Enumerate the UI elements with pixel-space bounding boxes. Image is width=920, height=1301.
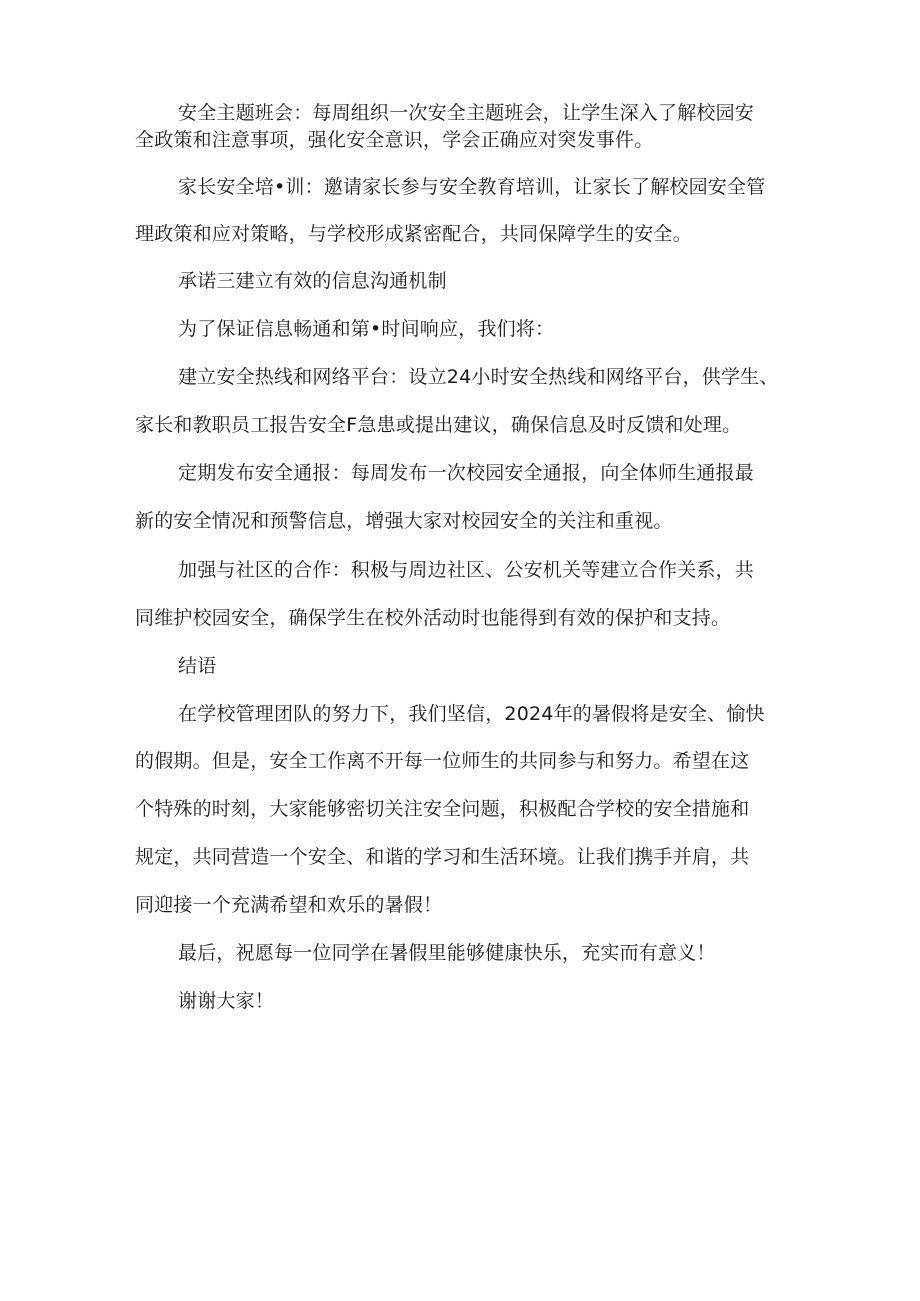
section-heading-conclusion: 结语: [178, 655, 217, 677]
paragraph-safety-bulletin-line-2: 新的安全情况和预警信息，增强大家对校园安全的关注和重视。: [135, 510, 673, 532]
paragraph-community-cooperation-line-2: 同维护校园安全，确保学生在校外活动时也能得到有效的保护和支持。: [135, 607, 731, 629]
paragraph-thanks: 谢谢大家！: [178, 990, 275, 1012]
paragraph-conclusion-line-4: 规定，共同营造一个安全、和谐的学习和生活环境。让我们携手并肩，共: [135, 846, 750, 868]
paragraph-parent-training-line-2: 理政策和应对策略，与学校形成紧密配合，共同保障学生的安全。: [135, 223, 692, 245]
paragraph-conclusion-line-1: 在学校管理团队的努力下，我们坚信，2024年的暑假将是安全、愉快: [178, 703, 765, 725]
paragraph-safety-bulletin-line-1: 定期发布安全通报：每周发布一次校园安全通报，向全体师生通报最: [178, 462, 755, 484]
section-heading-commitment-three: 承诺三建立有效的信息沟通机制: [178, 270, 447, 292]
paragraph-parent-training-line-1: 家长安全培•训：邀请家长参与安全教育培训，让家长了解校园安全管: [178, 176, 766, 198]
paragraph-conclusion-line-3: 个特殊的时刻，大家能够密切关注安全问题，积极配合学校的安全措施和: [135, 798, 750, 820]
paragraph-safety-theme-class-line-1: 安全主题班会：每周组织一次安全主题班会，让学生深入了解校园安: [178, 102, 755, 124]
paragraph-closing-wish: 最后，祝愿每一位同学在暑假里能够健康快乐，充实而有意义！: [178, 942, 716, 964]
paragraph-conclusion-line-2: 的假期。但是，安全工作离不开每一位师生的共同参与和努力。希望在这: [135, 750, 750, 772]
paragraph-commitment-three-intro: 为了保证信息畅通和第•时间响应，我们将：: [178, 318, 555, 340]
paragraph-hotline-platform-line-2: 家长和教职员工报告安全F急患或提出建议，确保信息及时反馈和处理。: [135, 414, 742, 436]
paragraph-community-cooperation-line-1: 加强与社区的合作：积极与周边社区、公安机关等建立合作关系，共: [178, 559, 755, 581]
paragraph-conclusion-line-5: 同迎接一个充满希望和欢乐的暑假！: [135, 894, 443, 916]
paragraph-hotline-platform-line-1: 建立安全热线和网络平台：设立24小时安全热线和网络平台，供学生、: [178, 366, 779, 388]
paragraph-safety-theme-class-line-2: 全政策和注意事项，强化安全意识，学会正确应对突发事件。: [135, 129, 654, 151]
